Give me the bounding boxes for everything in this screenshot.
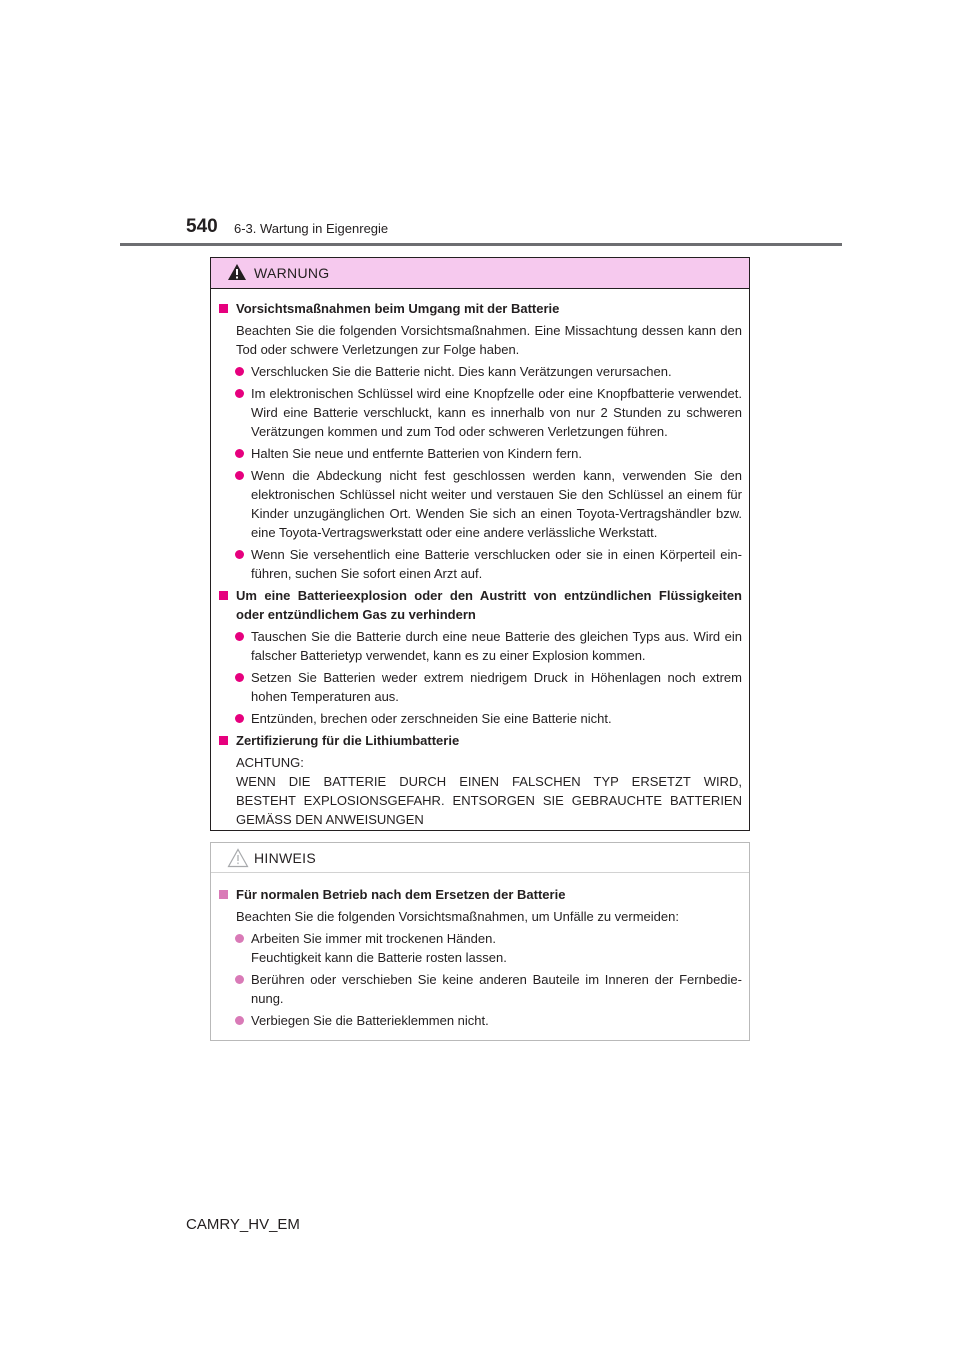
list-item: Wenn Sie versehentlich eine Batterie verschlucken oder sie in einen Körperteil einführen, suchen Sie sofort einen Arzt auf. <box>218 545 742 583</box>
section-heading: Für normalen Betrieb nach dem Ersetzen der Batterie <box>218 885 742 904</box>
page-header <box>0 0 960 250</box>
note-title: HINWEIS <box>254 850 316 866</box>
list-item: Tauschen Sie die Batterie durch eine neue Batterie des gleichen Typs aus. Wird ein falscher Batterietyp verwendet, kann es zu einer Explosion kommen. <box>218 627 742 665</box>
warning-body <box>211 289 749 829</box>
list-item: Wenn die Abdeckung nicht fest geschlossen werden kann, verwenden Sie den elektronischen Schlüssel nicht weiter und verstauen Sie den Schlüssel an einem für Kinder unzugänglichen Ort. Wenden Sie sich an einen Toyota-Vertragshändler bzw. eine Toyota-Vertragswerkstatt oder eine andere verlässliche Werkstatt. <box>218 466 742 542</box>
warning-triangle-icon <box>227 263 247 286</box>
note-header <box>211 843 749 873</box>
document-code: CAMRY_HV_EM <box>186 1216 300 1233</box>
caution-line: ACHTUNG: <box>236 755 304 770</box>
list-item: Entzünden, brechen oder zerschneiden Sie eine Batterie nicht. <box>218 709 742 728</box>
section-intro: Beachten Sie die folgenden Vorsichtsmaßnahmen, um Unfälle zu vermeiden: <box>236 909 679 924</box>
list-item: Arbeiten Sie immer mit trockenen Händen. Feuchtigkeit kann die Batterie rosten lassen. <box>218 929 742 967</box>
list-item: Verschlucken Sie die Batterie nicht. Dies kann Verätzungen verursachen. <box>218 362 742 381</box>
caution-line: WENN DIE BATTERIE DURCH EINEN FALSCHEN TYP ERSETZT WIRD, <box>236 774 742 789</box>
warning-title: WARNUNG <box>254 265 330 281</box>
warning-box <box>210 257 750 831</box>
caution-line: GEMÄSS DEN ANWEISUNGEN <box>236 812 424 827</box>
header-divider <box>120 243 842 246</box>
note-box <box>210 842 750 1041</box>
section-heading: Zertifizierung für die Lithiumbatterie <box>218 731 742 750</box>
square-bullet-icon <box>219 304 228 313</box>
round-bullet-icon <box>235 367 244 376</box>
round-bullet-icon <box>235 449 244 458</box>
page-number: 540 <box>186 216 218 237</box>
list-item: Im elektronischen Schlüssel wird eine Knopfzelle oder eine Knopfbatterie verwendet. Wird eine Batterie verschluckt, kann es innerhalb von nur 2 Stunden zu schweren Verätzungen kommen und zum Tod oder schweren Verletzungen führen. <box>218 384 742 441</box>
warning-header <box>211 258 749 289</box>
square-bullet-icon <box>219 736 228 745</box>
round-bullet-icon <box>235 550 244 559</box>
caution-triangle-icon <box>227 848 249 873</box>
round-bullet-icon <box>235 471 244 480</box>
caution-line: BESTEHT EXPLOSIONSGEFAHR. ENTSORGEN SIE GEBRAUCHTE BATTERIEN <box>236 793 742 808</box>
list-item: Berühren oder verschieben Sie keine anderen Bauteile im Inneren der Fernbedienung. <box>218 970 742 1008</box>
round-bullet-icon <box>235 389 244 398</box>
round-bullet-icon <box>235 714 244 723</box>
round-bullet-icon <box>235 934 244 943</box>
round-bullet-icon <box>235 673 244 682</box>
list-item: Halten Sie neue und entfernte Batterien von Kindern fern. <box>218 444 742 463</box>
list-item: Verbiegen Sie die Batterieklemmen nicht. <box>218 1011 742 1030</box>
square-bullet-icon <box>219 591 228 600</box>
square-bullet-icon <box>219 890 228 899</box>
section-intro: Beachten Sie die folgenden Vorsichtsmaßnahmen. Eine Missachtung dessen kann den Tod oder schwere Verletzungen zur Folge haben. <box>236 323 742 357</box>
round-bullet-icon <box>235 975 244 984</box>
section-heading: Um eine Batterieexplosion oder den Austritt von entzündlichen Flüssigkeiten oder entzündlichem Gas zu verhindern <box>218 586 742 624</box>
list-item: Setzen Sie Batterien weder extrem niedrigem Druck in Höhenlagen noch extrem hohen Temperaturen aus. <box>218 668 742 706</box>
section-title: 6-3. Wartung in Eigenregie <box>234 221 389 236</box>
note-body <box>211 873 749 1030</box>
certification-text <box>218 753 742 829</box>
section-heading: Vorsichtsmaßnahmen beim Umgang mit der Batterie <box>218 299 742 318</box>
round-bullet-icon <box>235 632 244 641</box>
round-bullet-icon <box>235 1016 244 1025</box>
